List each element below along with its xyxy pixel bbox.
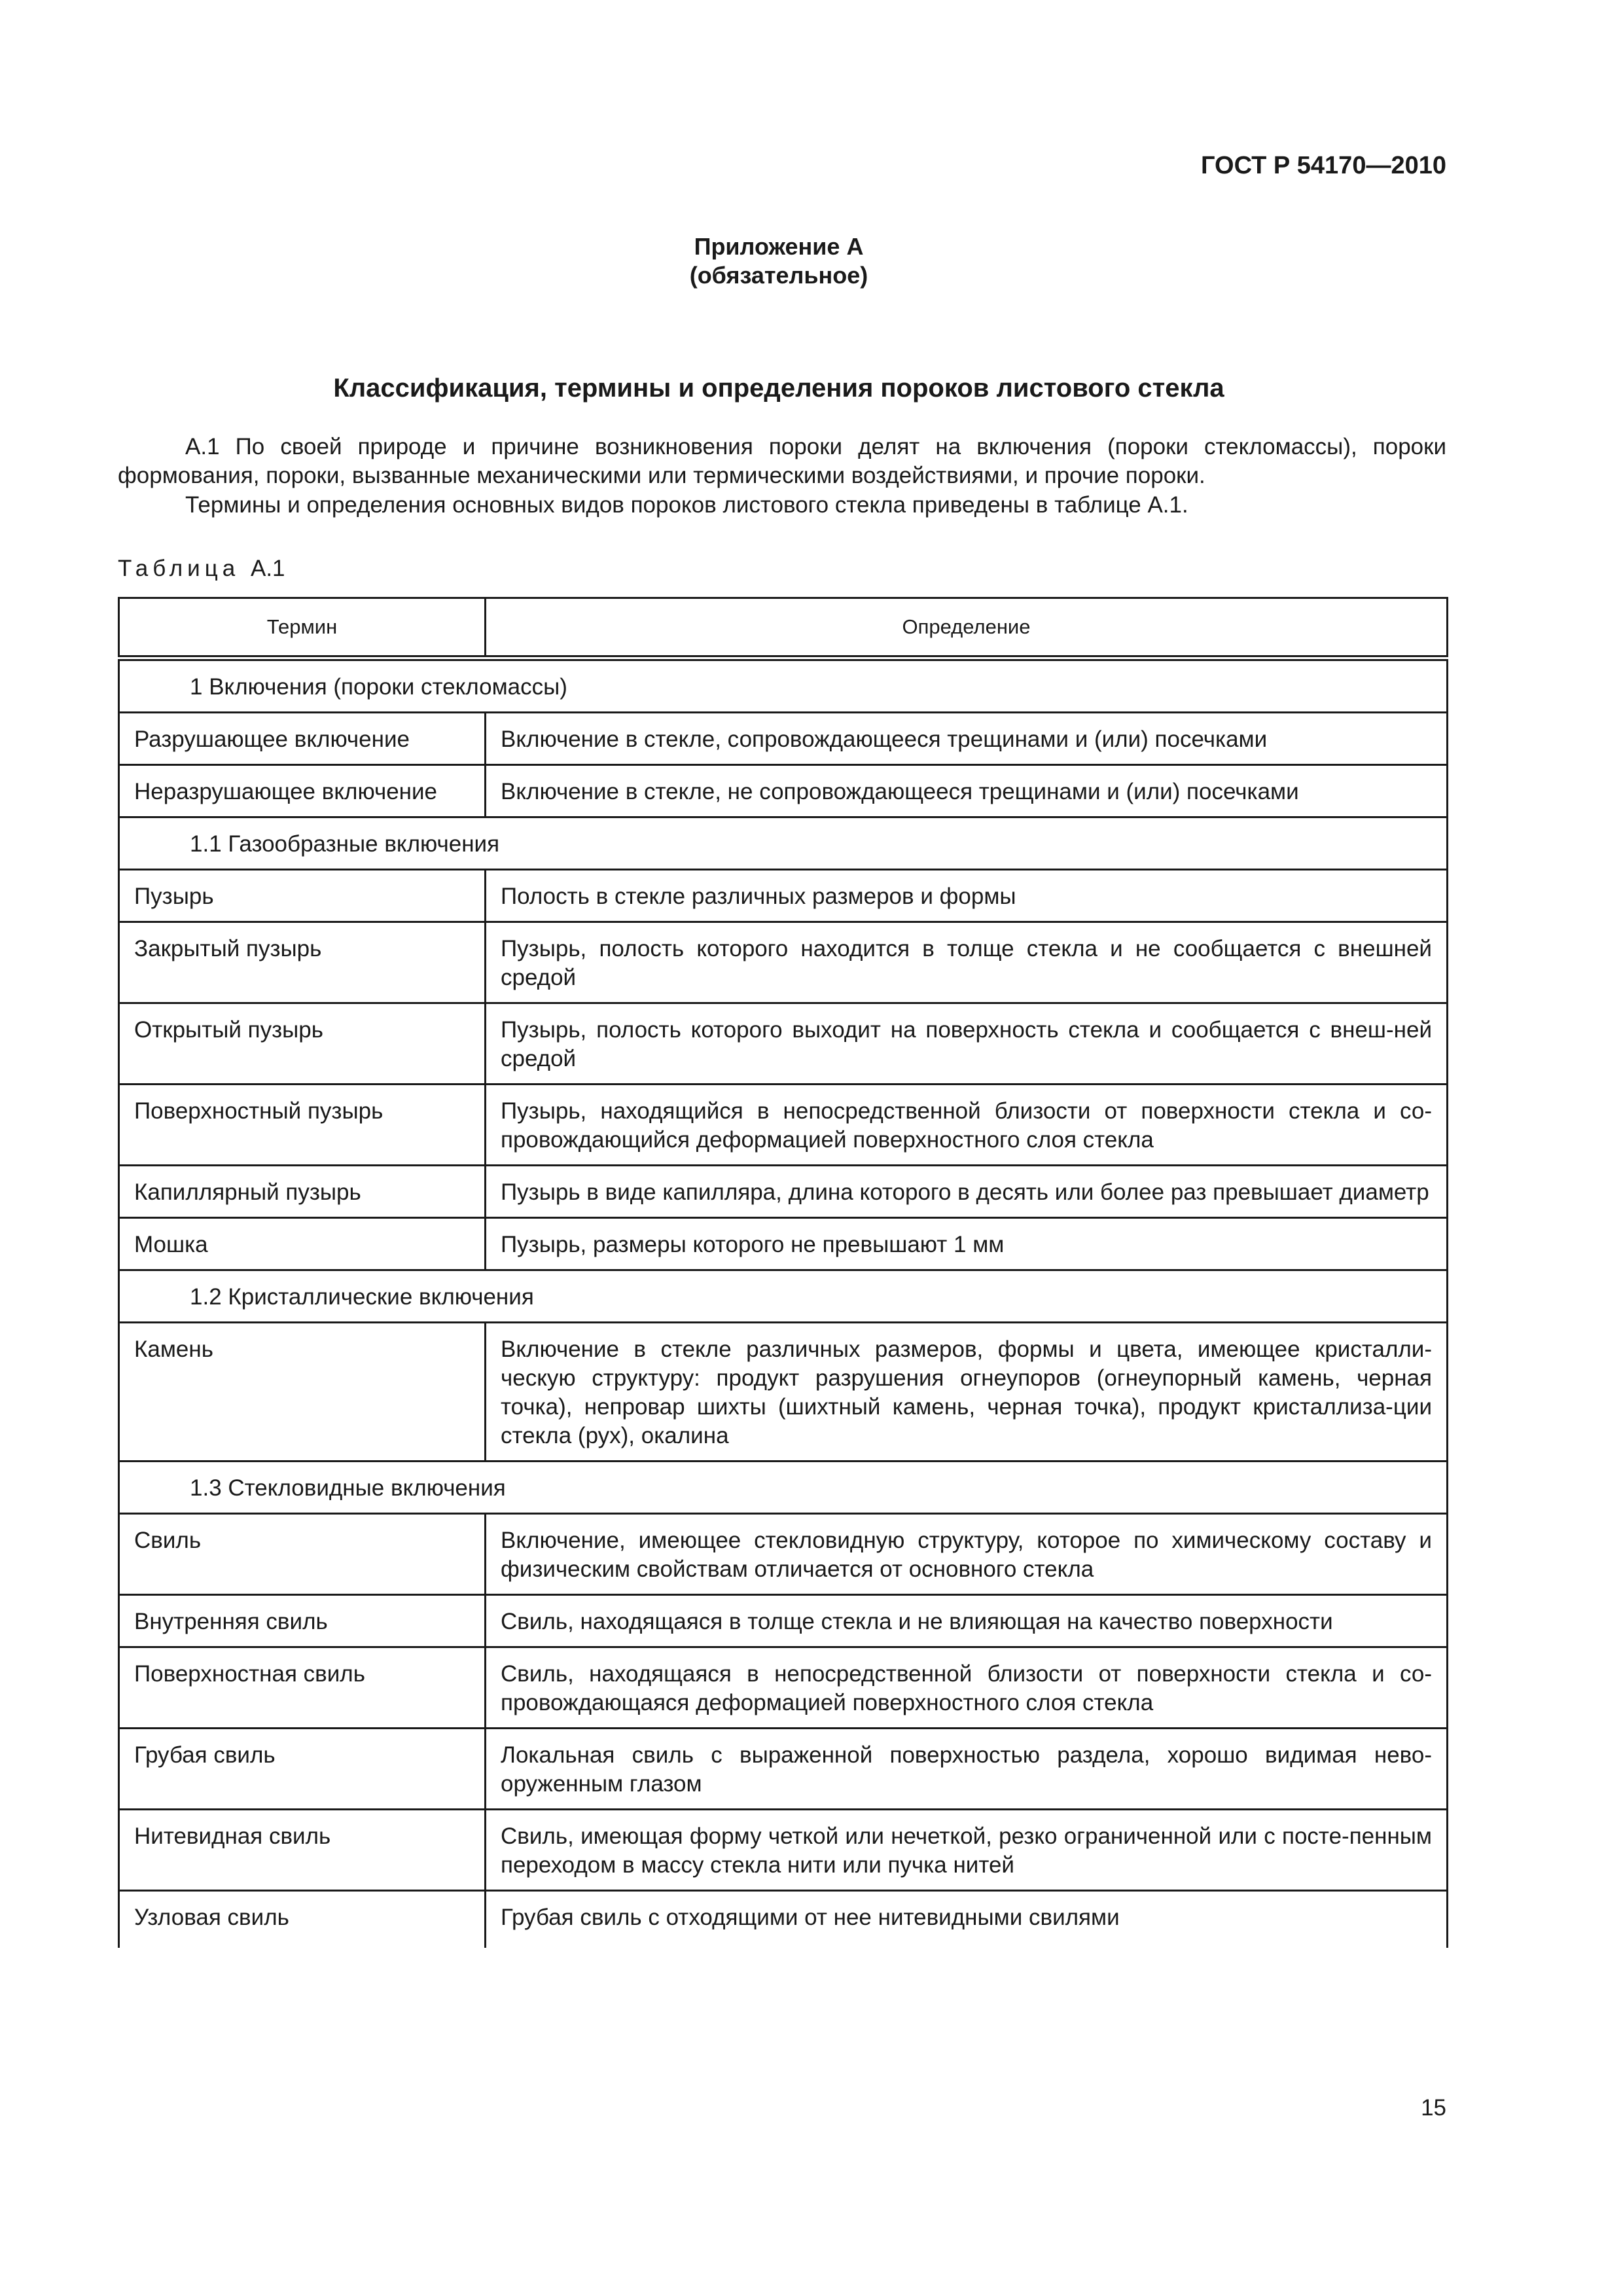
paragraph-a1: А.1 По своей природе и причине возникновения пороки делят на включения (пороки стекломассы), пороки формования, пороки, вызванные механическими или термическими воздействиями, и прочие пороки. [118, 434, 1446, 488]
page-number: 15 [1421, 2095, 1446, 2121]
section-label: 1.3 Стекловидные включения [119, 1462, 1448, 1514]
definition-cell: Пузырь, размеры которого не превышают 1 мм [486, 1218, 1448, 1270]
table-row [119, 1514, 1448, 1595]
term-cell: Грубая свиль [119, 1729, 486, 1810]
term-cell: Пузырь [119, 870, 486, 922]
term-cell: Разрушающее включение [119, 713, 486, 765]
table-row [119, 713, 1448, 765]
table-row [119, 1891, 1448, 1948]
table-row [119, 1729, 1448, 1810]
table-caption [118, 554, 285, 583]
definition-cell: Грубая свиль с отходящими от нее нитевидными свилями [486, 1891, 1448, 1948]
table-caption-number: А.1 [250, 556, 285, 581]
table-caption-label: Таблица [118, 556, 240, 581]
header-term: Термин [119, 598, 486, 658]
table-row [119, 922, 1448, 1003]
table-row [119, 1595, 1448, 1647]
term-cell: Узловая свиль [119, 1891, 486, 1948]
definition-cell: Пузырь, полость которого выходит на поверхность стекла и сообщается с внеш-ней средой [486, 1003, 1448, 1085]
term-cell: Открытый пузырь [119, 1003, 486, 1085]
table-row [119, 1085, 1448, 1166]
table-row [119, 1218, 1448, 1270]
section-label: 1.2 Кристаллические включения [119, 1270, 1448, 1323]
term-cell: Мошка [119, 1218, 486, 1270]
term-cell: Поверхностный пузырь [119, 1085, 486, 1166]
table-row [119, 1647, 1448, 1729]
section-title: Классификация, термины и определения пороков листового стекла [333, 374, 1224, 403]
term-cell: Поверхностная свиль [119, 1647, 486, 1729]
term-cell: Неразрушающее включение [119, 765, 486, 817]
table-row [119, 870, 1448, 922]
term-cell: Свиль [119, 1514, 486, 1595]
table-row [119, 1166, 1448, 1218]
definition-cell: Свиль, имеющая форму четкой или нечеткой, резко ограниченной или с посте-пенным переходом в массу стекла нити или пучка нитей [486, 1810, 1448, 1891]
definition-cell: Свиль, находящаяся в непосредственной близости от поверхности стекла и со-провождающаяся деформацией поверхностного слоя стекла [486, 1647, 1448, 1729]
definition-cell: Включение, имеющее стекловидную структуру, которое по химическому составу и физическим свойствам отличается от основного стекла [486, 1514, 1448, 1595]
definition-cell: Полость в стекле различных размеров и формы [486, 870, 1448, 922]
definition-cell: Свиль, находящаяся в толще стекла и не влияющая на качество поверхности [486, 1595, 1448, 1647]
definition-cell: Включение в стекле, сопровождающееся трещинами и (или) посечками [486, 713, 1448, 765]
table-row [119, 1810, 1448, 1891]
definition-cell: Включение в стекле различных размеров, формы и цвета, имеющее кристалли-ческую структуру: продукт разрушения огнеупоров (огнеупорный камень, черная точка), непровар шихты (шихтный камень, черная точка), продукт кристаллиза-ции стекла (рух), окалина [486, 1323, 1448, 1462]
definition-cell: Пузырь, находящийся в непосредственной близости от поверхности стекла и со-провождающийся деформацией поверхностного слоя стекла [486, 1085, 1448, 1166]
term-cell: Внутренняя свиль [119, 1595, 486, 1647]
term-cell: Закрытый пузырь [119, 922, 486, 1003]
definition-cell: Пузырь в виде капилляра, длина которого в десять или более раз превышает диаметр [486, 1166, 1448, 1218]
appendix-title: Приложение А [694, 233, 864, 260]
table-header-row [119, 598, 1448, 658]
table-row [119, 1323, 1448, 1462]
definition-cell: Включение в стекле, не сопровождающееся трещинами и (или) посечками [486, 765, 1448, 817]
table-row [119, 765, 1448, 817]
header-definition: Определение [486, 598, 1448, 658]
definition-cell: Пузырь, полость которого находится в толще стекла и не сообщается с внешней средой [486, 922, 1448, 1003]
table-row [119, 1003, 1448, 1085]
table-section-row [119, 1462, 1448, 1514]
paragraph-table-reference: Термины и определения основных видов пороков листового стекла приведены в таблице А.1. [185, 492, 1188, 518]
appendix-status: (обязательное) [689, 262, 868, 289]
section-label: 1.1 Газообразные включения [119, 817, 1448, 870]
definition-cell: Локальная свиль с выраженной поверхностью раздела, хорошо видимая нево-оруженным глазом [486, 1729, 1448, 1810]
defects-table [118, 597, 1448, 1948]
term-cell: Нитевидная свиль [119, 1810, 486, 1891]
table-section-row [119, 1270, 1448, 1323]
table-section-row [119, 817, 1448, 870]
term-cell: Камень [119, 1323, 486, 1462]
section-label: 1 Включения (пороки стекломассы) [119, 658, 1448, 713]
document-code: ГОСТ Р 54170—2010 [1201, 152, 1446, 179]
table-section-row [119, 658, 1448, 713]
term-cell: Капиллярный пузырь [119, 1166, 486, 1218]
